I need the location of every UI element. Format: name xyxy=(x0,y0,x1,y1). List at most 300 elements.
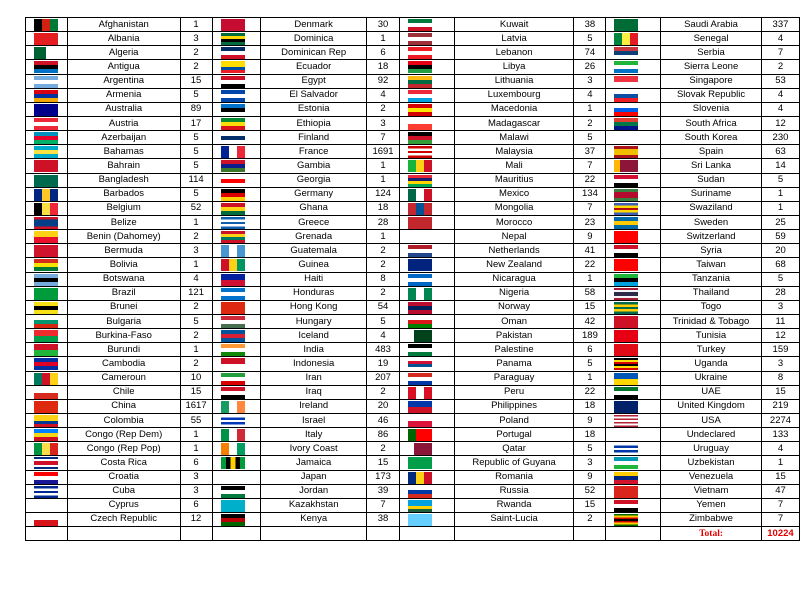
flag-icon xyxy=(221,274,245,286)
flag-icon xyxy=(614,231,638,243)
table-row xyxy=(26,484,800,498)
flag-cell xyxy=(212,385,261,399)
table-row xyxy=(26,371,800,385)
flag-icon xyxy=(34,259,58,271)
country-count: 1691 xyxy=(367,145,400,159)
flag-cell xyxy=(606,131,661,145)
country-name: Japan xyxy=(261,470,367,484)
country-name: Bahamas xyxy=(67,145,180,159)
flag-cell xyxy=(606,329,661,343)
country-count: 5 xyxy=(180,88,212,102)
country-name: Mauritius xyxy=(454,173,574,187)
country-name: Lebanon xyxy=(454,46,574,60)
flag-icon xyxy=(34,245,58,257)
flag-cell xyxy=(212,329,261,343)
country-count: 22 xyxy=(574,258,606,272)
flag-icon xyxy=(221,47,245,59)
flag-cell xyxy=(212,88,261,102)
flag-cell xyxy=(399,329,454,343)
country-name: Suriname xyxy=(661,187,762,201)
flag-icon xyxy=(34,330,58,342)
country-name: Sri Lanka xyxy=(661,159,762,173)
flag-cell xyxy=(26,512,68,526)
flag-cell xyxy=(26,18,68,32)
flag-icon xyxy=(221,33,245,45)
country-count: 1 xyxy=(367,173,400,187)
flag-cell xyxy=(399,88,454,102)
country-count: 15 xyxy=(761,470,799,484)
country-name: Slovenia xyxy=(661,102,762,116)
country-name: Lithuania xyxy=(454,74,574,88)
country-name: Togo xyxy=(661,300,762,314)
flag-icon xyxy=(408,358,432,370)
country-name: Jamaica xyxy=(261,456,367,470)
table-row xyxy=(26,470,800,484)
country-name: Dominican Rep xyxy=(261,46,367,60)
country-count: 63 xyxy=(761,145,799,159)
country-name: Turkey xyxy=(661,343,762,357)
country-count: 1 xyxy=(761,201,799,215)
flag-icon xyxy=(614,358,638,370)
flag-icon xyxy=(408,47,432,59)
country-name: Antigua xyxy=(67,60,180,74)
country-count: 1 xyxy=(761,456,799,470)
country-name: Zimbabwe xyxy=(661,512,762,526)
flag-cell xyxy=(212,230,261,244)
flag-icon xyxy=(34,160,58,172)
table-row xyxy=(26,258,800,272)
country-name: Mongolia xyxy=(454,201,574,215)
country-name: UAE xyxy=(661,385,762,399)
flag-icon xyxy=(221,245,245,257)
country-count: 7 xyxy=(574,159,606,173)
country-name: Ecuador xyxy=(261,60,367,74)
country-name: Syria xyxy=(661,244,762,258)
flag-icon xyxy=(408,344,432,356)
country-count: 2 xyxy=(367,244,400,258)
flag-cell xyxy=(26,314,68,328)
flag-cell xyxy=(26,60,68,74)
table-row xyxy=(26,456,800,470)
country-name: Australia xyxy=(67,102,180,116)
flag-cell xyxy=(606,187,661,201)
country-name: Honduras xyxy=(261,286,367,300)
country-count: 5 xyxy=(180,187,212,201)
country-count xyxy=(574,527,606,541)
flag-icon xyxy=(34,514,58,526)
country-name: Austria xyxy=(67,116,180,130)
country-count: 12 xyxy=(761,329,799,343)
country-count: 92 xyxy=(367,74,400,88)
flag-cell xyxy=(399,413,454,427)
flag-icon xyxy=(34,415,58,427)
country-name: Ivory Coast xyxy=(261,442,367,456)
flag-icon xyxy=(221,330,245,342)
country-name: Kazakhstan xyxy=(261,498,367,512)
flag-icon xyxy=(34,302,58,314)
flag-icon xyxy=(614,429,638,441)
flag-icon xyxy=(34,19,58,31)
country-name: Ghana xyxy=(261,201,367,215)
flag-icon xyxy=(221,358,245,370)
flag-cell xyxy=(399,173,454,187)
country-count: 4 xyxy=(367,329,400,343)
flag-cell xyxy=(26,286,68,300)
flag-cell xyxy=(606,357,661,371)
flag-cell xyxy=(606,428,661,442)
flag-icon xyxy=(34,500,58,512)
flag-icon xyxy=(34,472,58,484)
flag-icon xyxy=(614,415,638,427)
country-count xyxy=(180,527,212,541)
flag-icon xyxy=(408,61,432,73)
flag-cell xyxy=(606,88,661,102)
flag-cell xyxy=(399,258,454,272)
flag-cell xyxy=(26,329,68,343)
country-name: Guinea xyxy=(261,258,367,272)
country-count: 52 xyxy=(180,201,212,215)
flag-cell xyxy=(606,512,661,526)
flag-cell xyxy=(606,18,661,32)
table-row xyxy=(26,428,800,442)
flag-icon xyxy=(614,118,638,130)
country-count: 189 xyxy=(574,329,606,343)
flag-icon xyxy=(221,104,245,116)
flag-cell xyxy=(606,442,661,456)
flag-icon xyxy=(221,344,245,356)
country-count: 15 xyxy=(574,300,606,314)
flag-icon xyxy=(408,189,432,201)
flag-icon xyxy=(408,316,432,328)
flag-cell xyxy=(212,314,261,328)
country-name: El Salvador xyxy=(261,88,367,102)
flag-cell xyxy=(212,187,261,201)
country-table-wrapper xyxy=(25,17,800,541)
flag-cell xyxy=(399,116,454,130)
flag-cell xyxy=(399,60,454,74)
country-name: Finland xyxy=(261,131,367,145)
flag-cell xyxy=(399,32,454,46)
flag-cell xyxy=(606,498,661,512)
flag-icon xyxy=(221,203,245,215)
flag-icon xyxy=(614,132,638,144)
flag-icon xyxy=(614,500,638,512)
country-count: 2 xyxy=(180,230,212,244)
country-name: Uruguay xyxy=(661,442,762,456)
country-name: Georgia xyxy=(261,173,367,187)
flag-icon xyxy=(614,486,638,498)
country-name: China xyxy=(67,399,180,413)
flag-icon xyxy=(34,132,58,144)
flag-cell xyxy=(399,102,454,116)
table-row xyxy=(26,60,800,74)
flag-icon xyxy=(34,203,58,215)
country-name: Poland xyxy=(454,413,574,427)
flag-icon xyxy=(221,61,245,73)
country-count: 18 xyxy=(367,201,400,215)
flag-cell xyxy=(399,286,454,300)
country-count: 3 xyxy=(367,116,400,130)
flag-icon xyxy=(221,146,245,158)
country-count: 2274 xyxy=(761,413,799,427)
country-name: Belgium xyxy=(67,201,180,215)
country-count: 25 xyxy=(761,215,799,229)
country-count: 38 xyxy=(574,18,606,32)
country-count: 3 xyxy=(180,32,212,46)
flag-cell xyxy=(26,428,68,442)
flag-cell xyxy=(26,145,68,159)
flag-cell xyxy=(26,272,68,286)
country-count: 89 xyxy=(180,102,212,116)
country-name: Malawi xyxy=(454,131,574,145)
flag-cell xyxy=(26,413,68,427)
flag-cell xyxy=(26,215,68,229)
flag-cell xyxy=(606,74,661,88)
flag-cell xyxy=(26,456,68,470)
country-name: Jordan xyxy=(261,484,367,498)
country-count: 2 xyxy=(180,357,212,371)
country-name: Haiti xyxy=(261,272,367,286)
country-name: Netherlands xyxy=(454,244,574,258)
country-name: Tunisia xyxy=(661,329,762,343)
country-name: Brazil xyxy=(67,286,180,300)
flag-icon xyxy=(34,90,58,102)
country-count: 5 xyxy=(180,314,212,328)
flag-icon xyxy=(408,132,432,144)
flag-icon xyxy=(408,259,432,271)
country-name: Senegal xyxy=(661,32,762,46)
flag-icon xyxy=(221,76,245,88)
flag-cell xyxy=(399,428,454,442)
flag-cell xyxy=(26,131,68,145)
country-count: 2 xyxy=(180,46,212,60)
country-count: 15 xyxy=(180,74,212,88)
country-count: 2 xyxy=(367,102,400,116)
table-row xyxy=(26,357,800,371)
flag-icon xyxy=(408,231,432,243)
flag-icon xyxy=(221,217,245,229)
flag-cell xyxy=(26,343,68,357)
country-name: Hong Kong xyxy=(261,300,367,314)
flag-cell xyxy=(606,258,661,272)
country-count: 9 xyxy=(574,470,606,484)
flag-cell xyxy=(606,230,661,244)
flag-cell xyxy=(606,60,661,74)
flag-icon xyxy=(221,401,245,413)
country-name: Venezuela xyxy=(661,470,762,484)
country-name: Uganda xyxy=(661,357,762,371)
country-count: 1 xyxy=(367,32,400,46)
country-count: 1 xyxy=(574,371,606,385)
flag-icon xyxy=(221,132,245,144)
flag-cell xyxy=(26,88,68,102)
flag-cell xyxy=(212,46,261,60)
country-count: 20 xyxy=(367,399,400,413)
country-name: Costa Rica xyxy=(67,456,180,470)
flag-icon xyxy=(34,217,58,229)
country-count: 1 xyxy=(180,442,212,456)
country-name: Bulgaria xyxy=(67,314,180,328)
flag-icon xyxy=(34,104,58,116)
country-count xyxy=(367,527,400,541)
country-count: 2 xyxy=(761,60,799,74)
country-name: Sweden xyxy=(661,215,762,229)
flag-icon xyxy=(614,472,638,484)
flag-cell xyxy=(399,343,454,357)
table-row xyxy=(26,442,800,456)
flag-cell xyxy=(399,498,454,512)
flag-cell xyxy=(26,300,68,314)
flag-icon xyxy=(34,316,58,328)
country-name: Botswana xyxy=(67,272,180,286)
country-name: Saint-Lucia xyxy=(454,512,574,526)
flag-icon xyxy=(614,330,638,342)
flag-icon xyxy=(221,90,245,102)
table-row xyxy=(26,46,800,60)
country-count: 3 xyxy=(761,300,799,314)
flag-cell xyxy=(399,470,454,484)
flag-icon xyxy=(221,288,245,300)
country-name: Estonia xyxy=(261,102,367,116)
country-count: 121 xyxy=(180,286,212,300)
table-row xyxy=(26,527,800,541)
flag-cell xyxy=(212,159,261,173)
country-count: 18 xyxy=(574,428,606,442)
country-name: Ethiopia xyxy=(261,116,367,130)
flag-cell xyxy=(212,470,261,484)
country-count: 28 xyxy=(761,286,799,300)
country-name xyxy=(67,527,180,541)
flag-cell xyxy=(606,116,661,130)
country-name: Taiwan xyxy=(661,258,762,272)
flag-icon xyxy=(614,76,638,88)
country-count: 230 xyxy=(761,131,799,145)
country-count: 38 xyxy=(367,512,400,526)
flag-cell xyxy=(26,371,68,385)
country-count: 15 xyxy=(367,456,400,470)
flag-icon xyxy=(614,19,638,31)
flag-icon xyxy=(221,316,245,328)
country-count: 52 xyxy=(574,484,606,498)
flag-icon xyxy=(614,274,638,286)
flag-cell xyxy=(212,102,261,116)
country-name: Gambia xyxy=(261,159,367,173)
country-name: Bahrain xyxy=(67,159,180,173)
flag-cell xyxy=(26,442,68,456)
flag-cell xyxy=(26,258,68,272)
country-count: 68 xyxy=(761,258,799,272)
country-name: Saudi Arabia xyxy=(661,18,762,32)
total-label: Total: xyxy=(661,527,762,541)
flag-cell xyxy=(212,18,261,32)
country-name: Pakistan xyxy=(454,329,574,343)
country-name: Macedonia xyxy=(454,102,574,116)
table-row xyxy=(26,498,800,512)
table-row xyxy=(26,300,800,314)
flag-icon xyxy=(221,472,245,484)
country-name: Cameroun xyxy=(67,371,180,385)
flag-icon xyxy=(408,330,432,342)
country-count: 5 xyxy=(574,32,606,46)
country-count: 7 xyxy=(761,512,799,526)
flag-icon xyxy=(408,175,432,187)
flag-cell xyxy=(212,74,261,88)
table-row xyxy=(26,244,800,258)
country-count: 18 xyxy=(367,60,400,74)
flag-icon xyxy=(221,387,245,399)
country-name: Singapore xyxy=(661,74,762,88)
flag-cell xyxy=(212,399,261,413)
country-count: 5 xyxy=(761,173,799,187)
country-count: 1 xyxy=(180,258,212,272)
flag-icon xyxy=(408,500,432,512)
flag-cell xyxy=(606,102,661,116)
flag-icon xyxy=(408,486,432,498)
flag-cell xyxy=(26,357,68,371)
flag-icon xyxy=(614,302,638,314)
flag-icon xyxy=(221,231,245,243)
flag-cell xyxy=(212,32,261,46)
flag-cell xyxy=(399,230,454,244)
country-name: Belize xyxy=(67,215,180,229)
country-count: 42 xyxy=(574,314,606,328)
country-name: Switzerland xyxy=(661,230,762,244)
flag-icon xyxy=(221,443,245,455)
flag-cell xyxy=(212,286,261,300)
flag-cell xyxy=(606,527,661,541)
flag-cell xyxy=(606,413,661,427)
flag-cell xyxy=(399,159,454,173)
table-row xyxy=(26,272,800,286)
table-row xyxy=(26,329,800,343)
flag-cell xyxy=(212,357,261,371)
flag-icon xyxy=(34,288,58,300)
country-name: Azerbaijan xyxy=(67,131,180,145)
flag-icon xyxy=(408,401,432,413)
country-count: 4 xyxy=(367,88,400,102)
country-name: Luxembourg xyxy=(454,88,574,102)
flag-icon xyxy=(614,33,638,45)
country-count: 15 xyxy=(574,498,606,512)
flag-icon xyxy=(614,259,638,271)
country-count: 7 xyxy=(367,131,400,145)
country-count: 3 xyxy=(180,470,212,484)
flag-icon xyxy=(34,429,58,441)
country-name: Bolivia xyxy=(67,258,180,272)
country-name: Vietnam xyxy=(661,484,762,498)
flag-icon xyxy=(408,302,432,314)
flag-cell xyxy=(399,484,454,498)
country-name: Croatia xyxy=(67,470,180,484)
flag-cell xyxy=(212,413,261,427)
country-count: 7 xyxy=(761,46,799,60)
flag-icon xyxy=(408,373,432,385)
flag-icon xyxy=(614,61,638,73)
flag-cell xyxy=(212,258,261,272)
country-name: Oman xyxy=(454,314,574,328)
country-count: 2 xyxy=(367,385,400,399)
country-count: 1 xyxy=(367,230,400,244)
country-count: 5 xyxy=(367,314,400,328)
flag-icon xyxy=(408,90,432,102)
flag-cell xyxy=(606,272,661,286)
country-count: 2 xyxy=(367,442,400,456)
country-name: Kuwait xyxy=(454,18,574,32)
flag-icon xyxy=(221,486,245,498)
flag-icon xyxy=(408,217,432,229)
country-name: Nicaragua xyxy=(454,272,574,286)
country-name: Bangladesh xyxy=(67,173,180,187)
